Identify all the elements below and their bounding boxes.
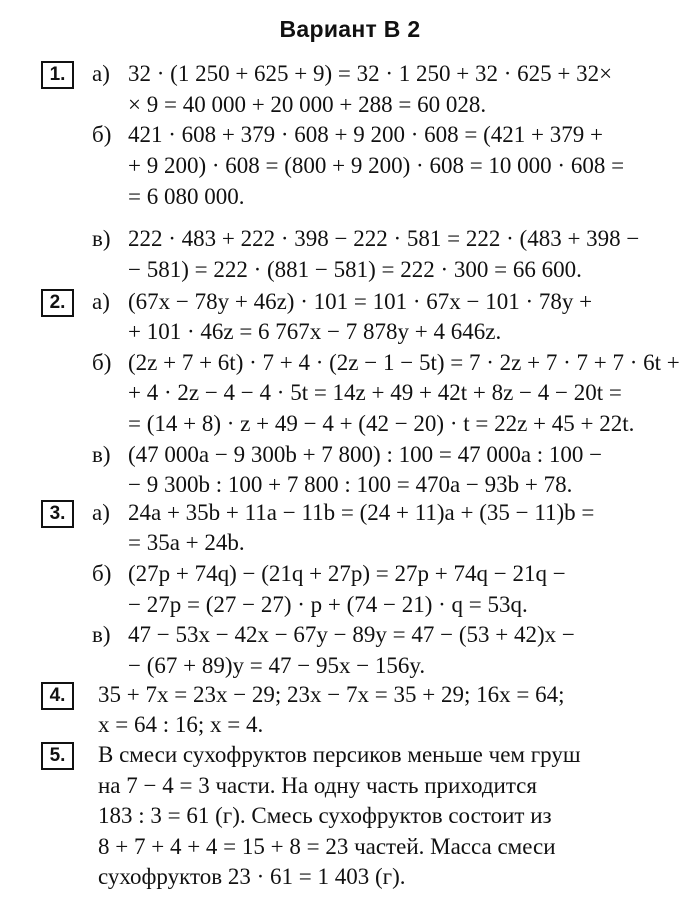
task-2-c-line-1: (47 000a − 9 300b + 7 800) : 100 = 47 000a : 100 − [128, 442, 603, 467]
task-2-b-line-1: (2z + 7 + 6t) · 7 + 4 · (2z − 1 − 5t) = 7 · 2z + 7 · 7 + 7 · 6t + [128, 350, 680, 375]
task-3-label-a: а) [92, 500, 110, 525]
task-3-label-b: б) [92, 561, 112, 586]
task-1-c-line-2: − 581) = 222 · (881 − 581) = 222 · 300 = 66 600. [128, 257, 582, 282]
task-2-b-line-3: = (14 + 8) · z + 49 − 4 + (42 − 20) · t = 22z + 45 + 22t. [128, 411, 635, 436]
task-3-b-line-2: − 27p = (27 − 27) · p + (74 − 21) · q = 53q. [128, 592, 528, 617]
task-3-a-line-1: 24a + 35b + 11a − 11b = (24 + 11)a + (35 − 11)b = [128, 500, 595, 525]
task-2-b-line-2: + 4 · 2z − 4 − 4 · 5t = 14z + 49 + 42t + 8z − 4 − 20t = [128, 380, 622, 405]
task-3-b-line-1: (27p + 74q) − (21q + 27p) = 27p + 74q − 21q − [128, 561, 566, 586]
task-1-a-line-1: 32 · (1 250 + 625 + 9) = 32 · 1 250 + 32 · 625 + 32× [128, 61, 613, 86]
task-number-5: 5. [41, 742, 74, 770]
task-5-line-2: на 7 − 4 = 3 части. На одну часть приходится [98, 773, 537, 798]
task-1-a-line-2: × 9 = 40 000 + 20 000 + 288 = 60 028. [128, 92, 487, 117]
task-2-label-b: б) [92, 350, 112, 375]
task-4-line-1: 35 + 7x = 23x − 29; 23x − 7x = 35 + 29; 16x = 64; [98, 682, 565, 707]
task-2-a-line-2: + 101 · 46z = 6 767x − 7 878y + 4 646z. [128, 319, 502, 344]
task-3-c-line-1: 47 − 53x − 42x − 67y − 89y = 47 − (53 + 42)x − [128, 622, 575, 647]
task-3-c-line-2: − (67 + 89)y = 47 − 95x − 156y. [128, 653, 426, 678]
task-5-line-4: 8 + 7 + 4 + 4 = 15 + 8 = 23 частей. Масса смеси [98, 834, 556, 859]
task-1-b-line-1: 421 · 608 + 379 · 608 + 9 200 · 608 = (421 + 379 + [128, 122, 603, 147]
task-4-line-2: x = 64 : 16; x = 4. [98, 712, 264, 737]
task-1-label-a: а) [92, 61, 110, 86]
task-3-a-line-2: = 35a + 24b. [128, 530, 245, 555]
task-number-1: 1. [41, 61, 74, 89]
task-5-line-5: сухофруктов 23 · 61 = 1 403 (г). [98, 864, 406, 889]
task-1-c-line-1: 222 · 483 + 222 · 398 − 222 · 581 = 222 · (483 + 398 − [128, 226, 640, 251]
task-1-label-b: б) [92, 122, 112, 147]
task-1-b-line-3: = 6 080 000. [128, 184, 245, 209]
task-5-line-3: 183 : 3 = 61 (г). Смесь сухофруктов состоит из [98, 803, 552, 828]
task-1-label-c: в) [92, 226, 111, 251]
task-1-b-line-2: + 9 200) · 608 = (800 + 9 200) · 608 = 10 000 · 608 = [128, 153, 625, 178]
task-2-c-line-2: − 9 300b : 100 + 7 800 : 100 = 470a − 93b + 78. [128, 472, 573, 497]
page-title: Вариант В 2 [279, 16, 421, 42]
task-number-2: 2. [41, 289, 74, 317]
task-number-4: 4. [41, 682, 74, 710]
task-3-label-c: в) [92, 622, 111, 647]
task-2-label-c: в) [92, 442, 111, 467]
task-2-a-line-1: (67x − 78y + 46z) · 101 = 101 · 67x − 101 · 78y + [128, 289, 593, 314]
task-5-line-1: В смеси сухофруктов персиков меньше чем груш [98, 742, 581, 767]
task-number-3: 3. [41, 500, 74, 528]
task-2-label-a: а) [92, 289, 110, 314]
